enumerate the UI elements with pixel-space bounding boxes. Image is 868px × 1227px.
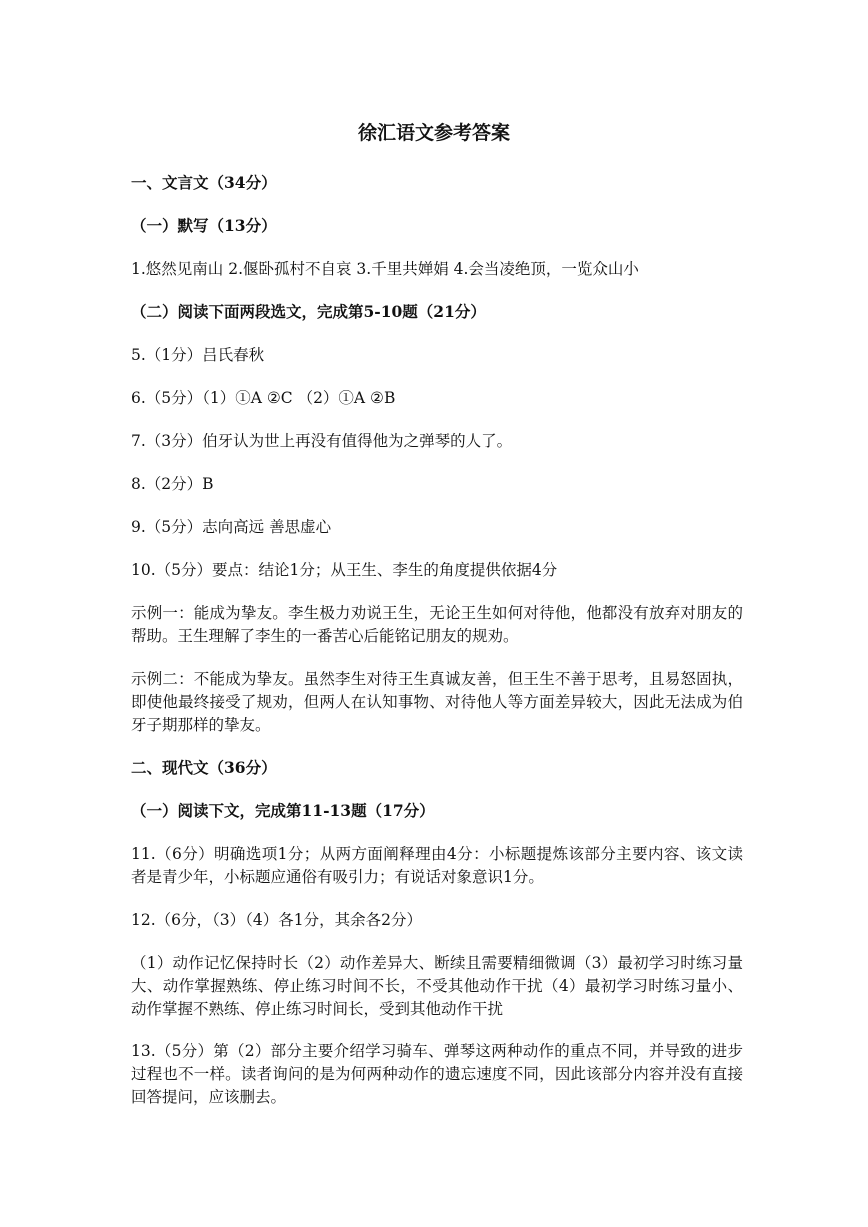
answer-q12: 12.（6分，（3）（4）各1分，其余各2分） — [131, 911, 422, 929]
answer-q10-example-2: 示例二：不能成为挚友。虽然李生对待王生真诚友善，但王生不善于思考，且易怒固执，即使他最终接受了规劝，但两人在认知事物、对待他人等方面差异较大，因此无法成为伯牙子期那样的挚友。 — [131, 670, 743, 734]
answer-q10-example-1: 示例一：能成为挚友。李生极力劝说王生，无论王生如何对待他，他都没有放弃对朋友的帮助。王生理解了李生的一番苦心后能铭记朋友的规劝。 — [131, 604, 743, 645]
answer-q5: 5.（1分）吕氏春秋 — [131, 346, 265, 364]
document-title: 徐汇语文参考答案 — [357, 122, 510, 144]
answer-q1-4: 1.悠然见南山 2.偃卧孤村不自哀 3.千里共婵娟 4.会当凌绝顶，一览众山小 — [131, 260, 639, 278]
answer-q11: 11.（6分）明确选项1分；从两方面阐释理由4分：小标题提炼该部分主要内容、该文读者是青少年，小标题应通俗有吸引力；有说话对象意识1分。 — [131, 845, 743, 886]
section-heading-modern: 二、现代文（36分） — [131, 758, 277, 777]
subsection-heading-reading: （二）阅读下面两段选文，完成第5-10题（21分） — [131, 302, 486, 321]
subsection-heading-dictation: （一）默写（13分） — [131, 216, 277, 235]
answer-q10: 10.（5分）要点：结论1分；从王生、李生的角度提供依据4分 — [131, 561, 558, 579]
answer-q12-detail: （1）动作记忆保持时长（2）动作差异大、断续且需要精细微调（3）最初学习时练习量大、动作掌握熟练、停止练习时间不长，不受其他动作干扰（4）最初学习时练习量小、动作掌握不熟练、停止练习时间长，受到其他动作干扰 — [131, 954, 743, 1018]
answer-q13: 13.（5分）第（2）部分主要介绍学习骑车、弹琴这两种动作的重点不同，并导致的进步过程也不一样。读者询问的是为何两种动作的遗忘速度不同，因此该部分内容并没有直接回答提问，应该删去。 — [131, 1042, 743, 1106]
subsection-heading-modern-reading: （一）阅读下文，完成第11-13题（17分） — [131, 801, 435, 820]
answer-q9: 9.（5分）志向高远 善思虚心 — [131, 518, 332, 536]
answer-q8: 8.（2分）B — [131, 475, 214, 493]
answer-q6: 6.（5分）（1）①A ②C （2）①A ②B — [131, 389, 396, 407]
answer-q7: 7.（3分）伯牙认为世上再没有值得他为之弹琴的人了。 — [131, 432, 513, 450]
section-heading-classical: 一、文言文（34分） — [131, 173, 277, 192]
